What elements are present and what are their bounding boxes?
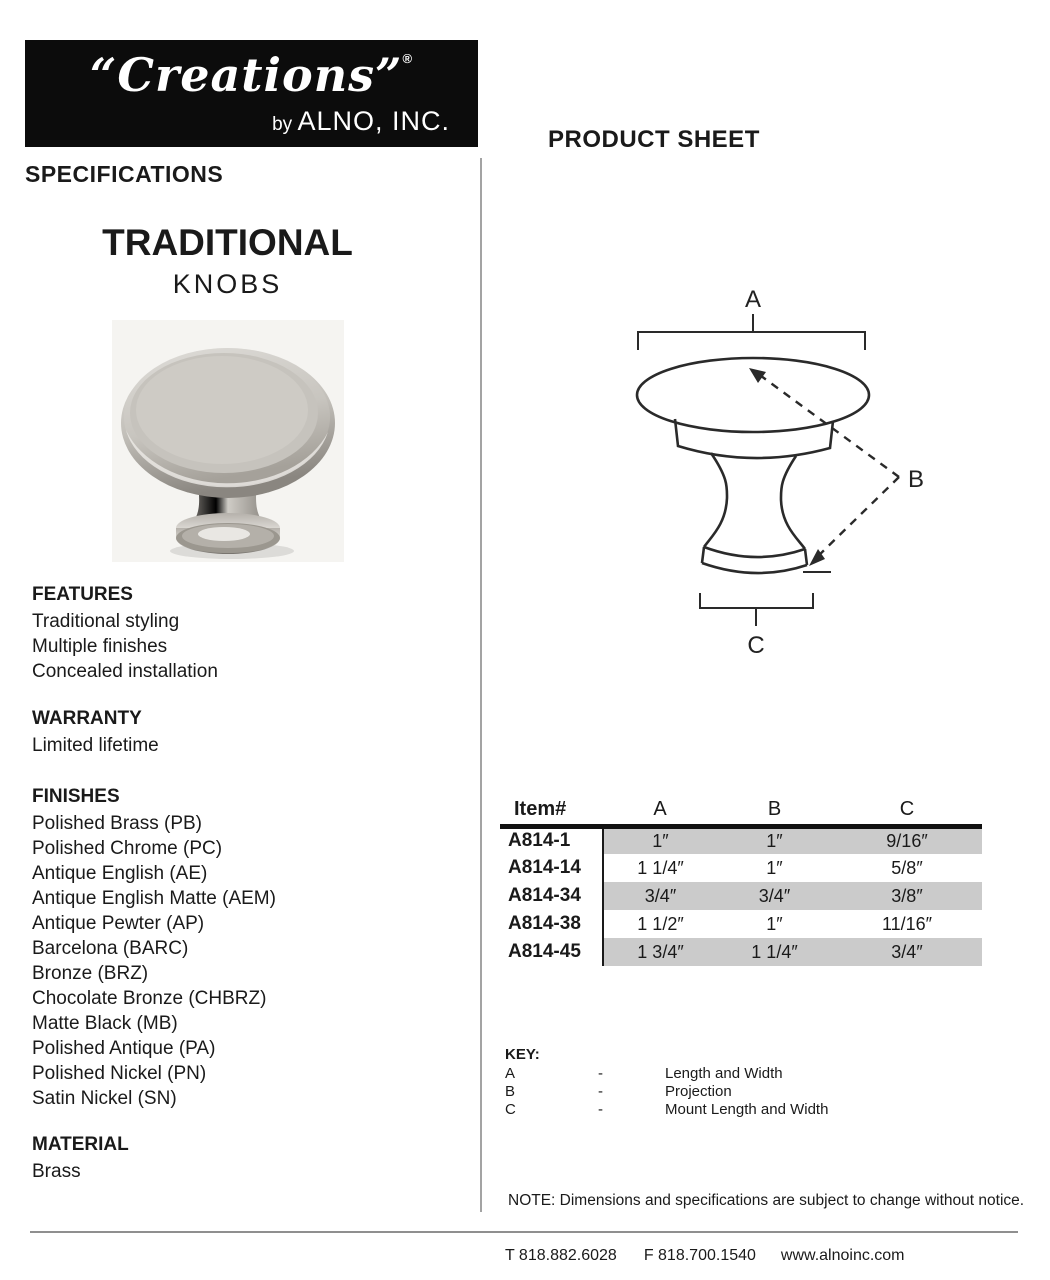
dim-c-value: 5/8″ (891, 857, 923, 878)
material-section (32, 1134, 462, 1184)
registered-trademark-icon: ® (402, 51, 414, 66)
material-heading: MATERIAL (32, 1134, 129, 1155)
key-heading: KEY: (505, 1046, 540, 1063)
warranty-list (32, 733, 462, 758)
dim-b-value: 1″ (717, 826, 832, 854)
byline-prefix: by (272, 114, 298, 135)
warranty-heading: WARRANTY (32, 708, 142, 729)
key-section (505, 1046, 828, 1119)
list-item: Polished Chrome (PC) (32, 838, 223, 859)
list-item: Satin Nickel (SN) (32, 1088, 177, 1109)
list-item: Antique English Matte (AEM) (32, 888, 276, 909)
document-type-heading: PRODUCT SHEET (548, 126, 760, 153)
footer (505, 1247, 905, 1265)
key-description: Length and Width (665, 1065, 783, 1082)
dimension-label-a: A (744, 286, 762, 313)
list-item: Polished Brass (PB) (32, 813, 203, 834)
list-item: Bronze (BRZ) (32, 963, 149, 984)
column-divider (480, 158, 482, 1212)
dimension-label-b: B (908, 466, 925, 493)
list-item: Antique Pewter (AP) (32, 913, 205, 934)
features-section (32, 584, 462, 684)
dim-c-value: 9/16″ (832, 826, 982, 854)
key-entry (505, 1101, 828, 1119)
product-title: TRADITIONAL (102, 222, 353, 263)
column-header-item: Item# (500, 796, 603, 826)
knob-dimension-drawing (575, 275, 975, 665)
item-number: A814-1 (500, 826, 603, 854)
item-number: A814-34 (500, 882, 603, 910)
brand-logo (25, 40, 478, 147)
finishes-section (32, 786, 462, 1111)
key-entry (505, 1065, 828, 1083)
footer-divider (30, 1231, 1018, 1233)
dim-a-value: 3/4″ (603, 882, 717, 910)
dim-c-value: 11/16″ (881, 913, 933, 934)
table-row (500, 910, 982, 938)
brand-name-text: “Creations” (89, 48, 403, 102)
list-item: Matte Black (MB) (32, 1013, 178, 1034)
list-item: Multiple finishes (32, 636, 168, 657)
dimension-label-c: C (747, 632, 765, 659)
dim-b-value: 1″ (766, 857, 783, 878)
column-header-b: B (717, 796, 832, 826)
key-label: B (505, 1083, 516, 1100)
dimension-diagram (575, 275, 975, 665)
column-header-c: C (832, 796, 982, 826)
product-title-block (0, 222, 455, 300)
note-text: NOTE: Dimensions and specifications are subject to change without notice. (508, 1192, 1025, 1209)
material-list (32, 1159, 462, 1184)
column-header-a: A (603, 796, 717, 826)
specifications-heading: SPECIFICATIONS (25, 161, 224, 187)
dim-a-value: 1 1/2″ (637, 913, 684, 934)
dim-a-value: 1″ (603, 826, 717, 854)
finishes-heading: FINISHES (32, 786, 120, 807)
key-label: A (505, 1065, 516, 1082)
brand-name (25, 48, 478, 102)
list-item: Brass (32, 1161, 81, 1182)
footer-phone: T 818.882.6028 (505, 1247, 617, 1264)
features-heading: FEATURES (32, 584, 133, 605)
key-label: C (505, 1101, 516, 1118)
key-description: Mount Length and Width (665, 1101, 829, 1118)
brand-byline (272, 106, 450, 137)
list-item: Polished Antique (PA) (32, 1038, 216, 1059)
list-item: Barcelona (BARC) (32, 938, 189, 959)
dim-b-value: 1″ (766, 913, 783, 934)
product-photo (112, 320, 344, 562)
knob-photo-illustration (112, 320, 344, 562)
key-description: Projection (665, 1083, 732, 1100)
finishes-list (32, 811, 462, 1111)
byline-company: ALNO, INC. (297, 106, 450, 136)
table-row (500, 826, 982, 854)
dim-a-value: 1 1/4″ (637, 857, 684, 878)
warranty-section (32, 708, 462, 758)
list-item: Limited lifetime (32, 735, 159, 756)
footer-website: www.alnoinc.com (780, 1247, 905, 1264)
dim-a-value: 1 3/4″ (603, 938, 717, 966)
list-item: Polished Nickel (PN) (32, 1063, 207, 1084)
item-number: A814-45 (500, 938, 603, 966)
product-subtitle: KNOBS (172, 269, 283, 299)
item-number: A814-14 (500, 854, 603, 882)
list-item: Chocolate Bronze (CHBRZ) (32, 988, 267, 1009)
dim-c-value: 3/4″ (832, 938, 982, 966)
key-separator: - (598, 1065, 603, 1082)
table-row (500, 938, 982, 966)
dim-c-value: 3/8″ (832, 882, 982, 910)
key-separator: - (598, 1083, 603, 1100)
table-header-row (500, 796, 982, 826)
list-item: Concealed installation (32, 661, 218, 682)
key-separator: - (598, 1101, 603, 1118)
list-item: Traditional styling (32, 611, 180, 632)
item-number: A814-38 (500, 910, 603, 938)
table-row (500, 854, 982, 882)
dim-b-value: 1 1/4″ (717, 938, 832, 966)
dim-b-value: 3/4″ (717, 882, 832, 910)
key-entry (505, 1083, 828, 1101)
footer-fax: F 818.700.1540 (643, 1247, 756, 1264)
features-list (32, 609, 462, 684)
table-row (500, 882, 982, 910)
dimensions-table (500, 796, 982, 966)
list-item: Antique English (AE) (32, 863, 208, 884)
